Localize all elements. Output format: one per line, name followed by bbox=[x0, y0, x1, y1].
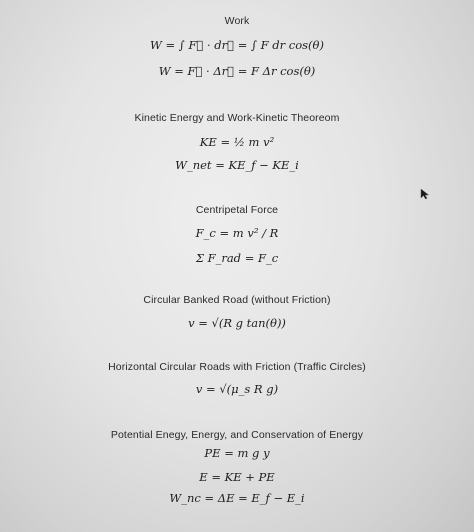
friction-road-speed-formula: v = √(μ_s R g) bbox=[195, 382, 279, 396]
section-heading-traffic-circles: Horizontal Circular Roads with Friction (Traffic Circles) bbox=[108, 361, 366, 373]
section-heading-energy-conservation: Potential Enegy, Energy, and Conservation of Energy bbox=[110, 429, 364, 441]
work-integral-formula: W = ∫ F⃗ · dr⃗ = ∫ F dr cos(θ) bbox=[150, 38, 324, 52]
banked-road-speed-formula: v = √(R g tan(θ)) bbox=[188, 316, 286, 330]
total-energy-formula: E = KE + PE bbox=[199, 470, 275, 484]
nonconservative-work-formula: W_nc = ΔE = E_f − E_i bbox=[169, 491, 305, 505]
mouse-pointer-icon bbox=[420, 188, 430, 200]
radial-force-sum-formula: Σ F_rad = F_c bbox=[195, 251, 279, 265]
section-heading-work: Work bbox=[224, 15, 250, 27]
centripetal-force-formula: F_c = m v² / R bbox=[195, 226, 279, 240]
section-heading-kinetic-energy: Kinetic Energy and Work-Kinetic Theoreom bbox=[134, 112, 340, 124]
section-heading-centripetal-force: Centripetal Force bbox=[195, 204, 279, 216]
work-kinetic-theorem-formula: W_net = KE_f − KE_i bbox=[175, 158, 299, 172]
potential-energy-formula: PE = m g y bbox=[204, 446, 270, 460]
kinetic-energy-formula: KE = ½ m v² bbox=[199, 135, 275, 149]
work-dot-product-formula: W = F⃗ · Δr⃗ = F Δr cos(θ) bbox=[158, 64, 316, 78]
section-heading-banked-road: Circular Banked Road (without Friction) bbox=[143, 294, 331, 306]
